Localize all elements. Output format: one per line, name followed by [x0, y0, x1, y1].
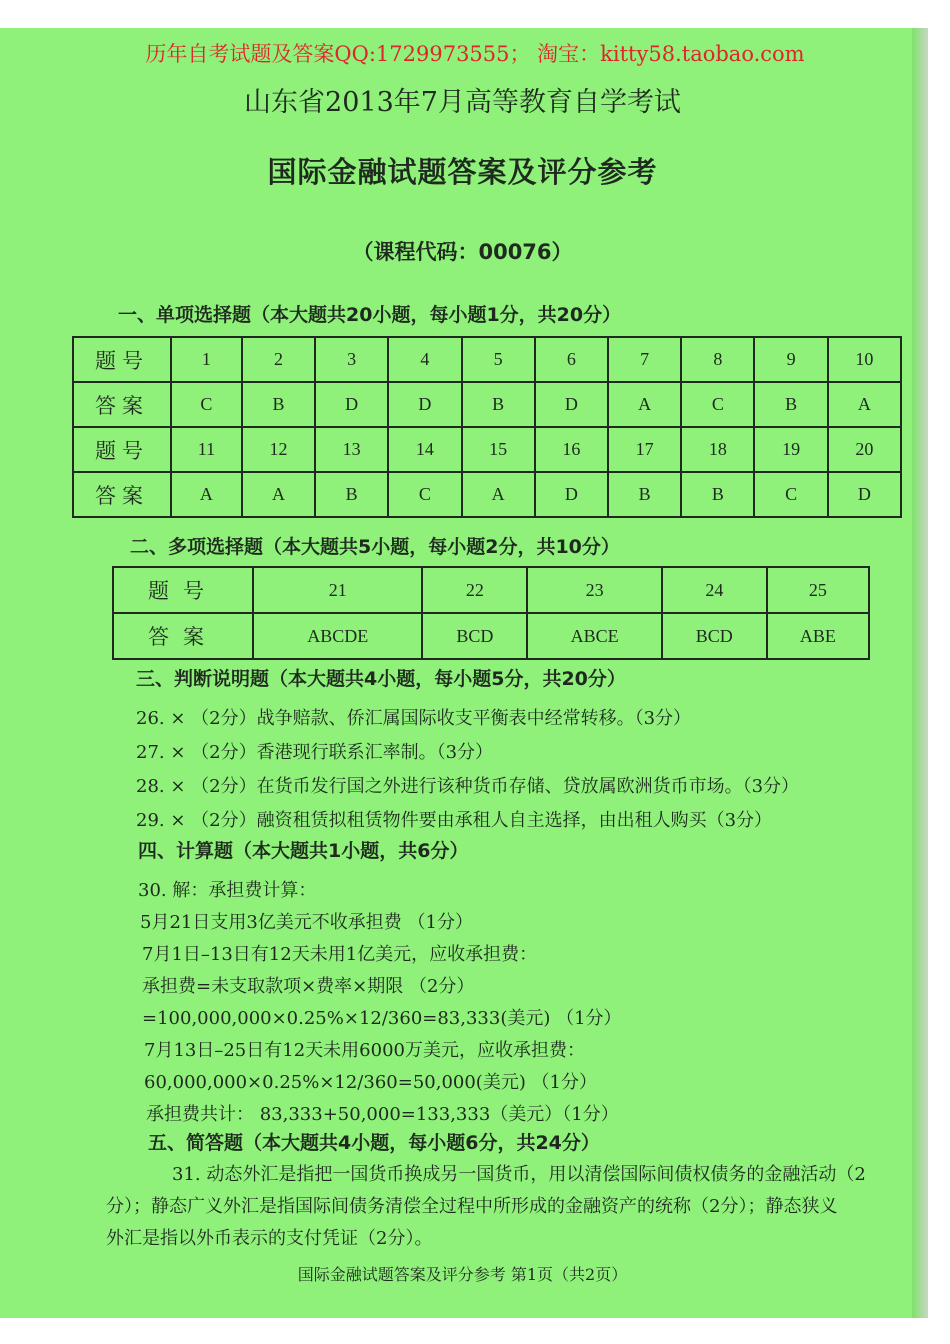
table-row [113, 567, 869, 613]
question-number: 11 [171, 427, 242, 472]
row-label-answer: 答案 [73, 382, 171, 427]
answer-cell: ABCDE [253, 613, 422, 659]
row-label-answer: 答案 [113, 613, 253, 659]
row-label-question: 题号 [113, 567, 253, 613]
answer-cell: B [608, 472, 681, 517]
question-number: 8 [681, 337, 754, 382]
multiple-choice-answer-table [112, 566, 870, 660]
judgement-answer-27: 27. × （2分）香港现行联系汇率制。（3分） [136, 742, 494, 763]
question-number: 20 [828, 427, 901, 472]
question-number: 22 [422, 567, 527, 613]
question-number: 15 [462, 427, 535, 472]
answer-cell: A [171, 472, 242, 517]
question-number: 6 [535, 337, 608, 382]
question-number: 12 [242, 427, 315, 472]
answer-cell: D [828, 472, 901, 517]
short-answer-line: 外汇是指以外币表示的支付凭证（2分）。 [106, 1228, 433, 1249]
answer-cell: BCD [662, 613, 767, 659]
judgement-answer-26: 26. × （2分）战争赔款、侨汇属国际收支平衡表中经常转移。（3分） [136, 708, 692, 729]
table-row [73, 337, 901, 382]
question-number: 19 [754, 427, 827, 472]
question-number: 16 [535, 427, 608, 472]
question-number: 24 [662, 567, 767, 613]
document-title: 国际金融试题答案及评分参考 [267, 155, 658, 189]
question-number: 10 [828, 337, 901, 382]
answer-cell: A [462, 472, 535, 517]
question-number: 7 [608, 337, 681, 382]
table-row [73, 472, 901, 517]
answer-cell: B [242, 382, 315, 427]
table-row [73, 382, 901, 427]
calc-line: 7月1日–13日有12天未用1亿美元，应收承担费： [142, 944, 538, 965]
row-label-question: 题号 [73, 427, 171, 472]
page-footer: 国际金融试题答案及评分参考 第1页（共2页） [297, 1265, 628, 1284]
calc-line: 7月13日–25日有12天未用6000万美元，应收承担费： [144, 1040, 585, 1061]
paper-edge [912, 28, 928, 1318]
question-number: 18 [681, 427, 754, 472]
answer-cell: C [171, 382, 242, 427]
row-label-question: 题号 [73, 337, 171, 382]
answer-cell: B [754, 382, 827, 427]
calc-line: 60,000,000×0.25%×12/360=50,000(美元) （1分） [144, 1072, 598, 1093]
row-label-answer: 答案 [73, 472, 171, 517]
question-number: 23 [527, 567, 662, 613]
table-row [113, 613, 869, 659]
judgement-answer-29: 29. × （2分）融资租赁拟租赁物件要由承租人自主选择，由出租人购买（3分） [136, 810, 773, 831]
section3-heading: 三、判断说明题（本大题共4小题，每小题5分，共20分） [136, 668, 626, 690]
answer-cell: C [754, 472, 827, 517]
answer-cell: D [535, 472, 608, 517]
short-answer-line: 31. 动态外汇是指把一国货币换成另一国货币，用以清偿国际间债权债务的金融活动（2 [172, 1164, 866, 1185]
question-number: 17 [608, 427, 681, 472]
section5-heading: 五、简答题（本大题共4小题，每小题6分，共24分） [148, 1132, 600, 1154]
question-number: 21 [253, 567, 422, 613]
exam-title: 山东省2013年7月高等教育自学考试 [244, 87, 681, 118]
section1-heading: 一、单项选择题（本大题共20小题，每小题1分，共20分） [118, 304, 622, 326]
answer-cell: B [315, 472, 388, 517]
question-number: 3 [315, 337, 388, 382]
question-number: 5 [462, 337, 535, 382]
answer-cell: B [462, 382, 535, 427]
question-number: 14 [388, 427, 461, 472]
calc-line: 30. 解：承担费计算： [138, 880, 317, 901]
answer-cell: C [388, 472, 461, 517]
watermark-header: 历年自考试题及答案QQ:1729973555； 淘宝：kitty58.taobao.com [145, 42, 805, 66]
answer-cell: D [535, 382, 608, 427]
calc-line: 承担费共计： 83,333+50,000=133,333（美元）（1分） [146, 1104, 619, 1125]
answer-cell: BCD [422, 613, 527, 659]
judgement-answer-28: 28. × （2分）在货币发行国之外进行该种货币存储、贷放属欧洲货币市场。（3分） [136, 776, 800, 797]
course-code: （课程代码：00076） [352, 240, 573, 264]
question-number: 13 [315, 427, 388, 472]
answer-cell: D [315, 382, 388, 427]
section2-heading: 二、多项选择题（本大题共5小题，每小题2分，共10分） [130, 536, 620, 558]
calc-line: 承担费=未支取款项×费率×期限 （2分） [142, 976, 475, 997]
answer-cell: A [608, 382, 681, 427]
table-row [73, 427, 901, 472]
calc-line: =100,000,000×0.25%×12/360=83,333(美元) （1分） [142, 1008, 622, 1029]
calc-line: 5月21日支用3亿美元不收承担费 （1分） [140, 912, 473, 933]
question-number: 25 [767, 567, 869, 613]
question-number: 4 [388, 337, 461, 382]
section4-heading: 四、计算题（本大题共1小题，共6分） [138, 840, 469, 862]
answer-cell: ABCE [527, 613, 662, 659]
question-number: 1 [171, 337, 242, 382]
answer-cell: C [681, 382, 754, 427]
single-choice-answer-table [72, 336, 902, 518]
answer-cell: A [828, 382, 901, 427]
question-number: 9 [754, 337, 827, 382]
answer-cell: B [681, 472, 754, 517]
answer-cell: A [242, 472, 315, 517]
question-number: 2 [242, 337, 315, 382]
short-answer-line: 分）；静态广义外汇是指国际间债务清偿全过程中所形成的金融资产的统称（2分）；静态狭义 [106, 1196, 838, 1217]
answer-cell: ABE [767, 613, 869, 659]
answer-cell: D [388, 382, 461, 427]
